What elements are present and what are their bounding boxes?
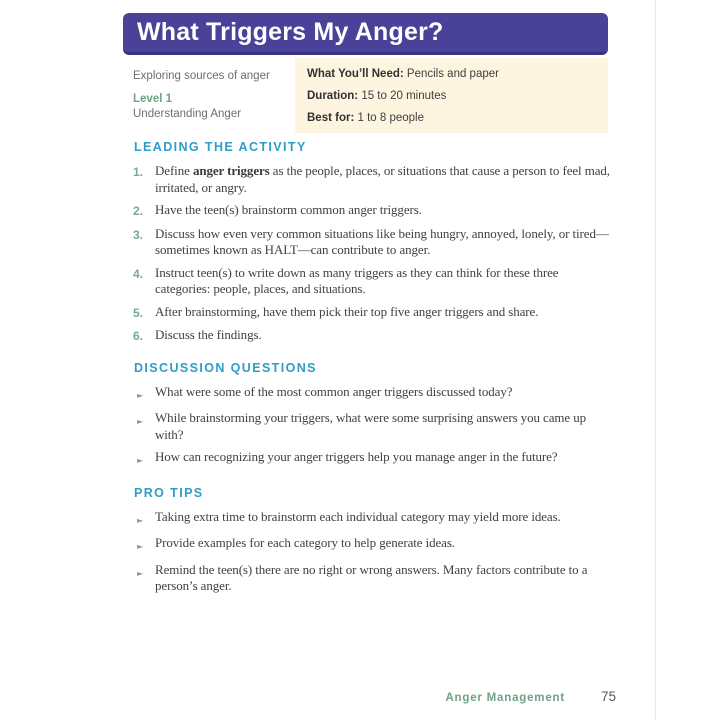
step-text: Instruct teen(s) to write down as many triggers as they can think for these three categories: people, places, and situations. — [155, 264, 559, 296]
activity-step — [133, 226, 610, 259]
needs-value: Pencils and paper — [406, 68, 499, 80]
section-discussion-questions — [133, 361, 610, 470]
duration-value: 15 to 20 minutes — [361, 90, 447, 102]
activity-step — [133, 327, 610, 345]
materials-info-box — [295, 58, 608, 133]
page-title: What Triggers My Anger? — [137, 18, 444, 46]
info-row-needs — [307, 68, 600, 81]
bullet-triangle-icon: ► — [137, 568, 144, 578]
step-number: 2. — [133, 204, 144, 218]
footer-page-number: 75 — [600, 689, 616, 704]
step-text-post: as the people, places, or situations that cause a person to feel mad, irritated, or angry. — [155, 163, 610, 195]
step-text: Discuss the findings. — [155, 327, 262, 342]
discussion-question — [133, 449, 610, 470]
activity-step — [133, 304, 610, 322]
info-row-best-for — [307, 112, 600, 125]
step-text — [155, 163, 610, 196]
activity-meta — [133, 58, 295, 133]
footer-section-name: Anger Management — [445, 692, 565, 704]
step-number: 1. — [133, 165, 144, 179]
best-for-label: Best for: — [307, 112, 355, 124]
pro-tips-heading: PRO TIPS — [134, 485, 204, 500]
info-row-duration — [307, 90, 600, 103]
step-number: 5. — [133, 305, 144, 320]
discussion-questions-heading: DISCUSSION QUESTIONS — [134, 360, 317, 375]
question-text: While brainstorming your triggers, what were some surprising answers you came up with? — [155, 410, 587, 442]
activity-step — [133, 163, 610, 196]
discussion-question — [133, 384, 610, 405]
page-edge-line — [655, 0, 656, 720]
bullet-triangle-icon: ► — [137, 390, 144, 400]
pro-tip — [133, 535, 610, 556]
activity-step — [133, 202, 610, 220]
needs-label: What You’ll Need: — [307, 68, 404, 80]
tip-text: Remind the teen(s) there are no right or wrong answers. Many factors contribute to a person’s anger. — [155, 561, 588, 593]
question-text: What were some of the most common anger triggers discussed today? — [155, 383, 513, 399]
tip-text: Provide examples for each category to help generate ideas. — [155, 535, 455, 550]
step-text: After brainstorming, have them pick their top five anger triggers and share. — [155, 303, 539, 319]
step-number: 4. — [133, 266, 144, 281]
bullet-triangle-icon: ► — [137, 456, 144, 465]
step-number: 6. — [133, 329, 144, 343]
activity-level-badge: Level 1 — [133, 93, 172, 105]
step-text: Discuss how even very common situations like being hungry, annoyed, lonely, or tired—sometimes known as HALT—can contribute to anger. — [155, 225, 609, 257]
page-footer — [0, 689, 616, 704]
leading-activity-heading: LEADING THE ACTIVITY — [134, 140, 307, 154]
activity-step — [133, 265, 610, 298]
title-banner — [123, 13, 608, 55]
step-text-bold: anger triggers — [192, 163, 270, 178]
pro-tip — [133, 562, 610, 595]
step-number: 3. — [133, 227, 144, 242]
duration-label: Duration: — [307, 90, 359, 102]
section-leading-the-activity — [133, 140, 610, 345]
step-text: Have the teen(s) brainstorm common anger triggers. — [155, 202, 422, 217]
pro-tip — [133, 509, 610, 530]
discussion-question — [133, 410, 610, 443]
activity-tagline: Exploring sources of anger — [133, 70, 270, 82]
bullet-triangle-icon: ► — [137, 515, 144, 525]
page-content — [133, 140, 610, 611]
bullet-triangle-icon: ► — [137, 542, 144, 551]
tip-text: Taking extra time to brainstorm each individual category may yield more ideas. — [155, 508, 561, 524]
activity-level-title: Understanding Anger — [133, 108, 242, 120]
best-for-value: 1 to 8 people — [357, 112, 424, 124]
step-text-pre: Define — [155, 163, 190, 178]
question-text: How can recognizing your anger triggers help you manage anger in the future? — [155, 449, 558, 464]
bullet-triangle-icon: ► — [137, 417, 144, 426]
section-pro-tips — [133, 486, 610, 595]
meta-row — [133, 58, 608, 133]
